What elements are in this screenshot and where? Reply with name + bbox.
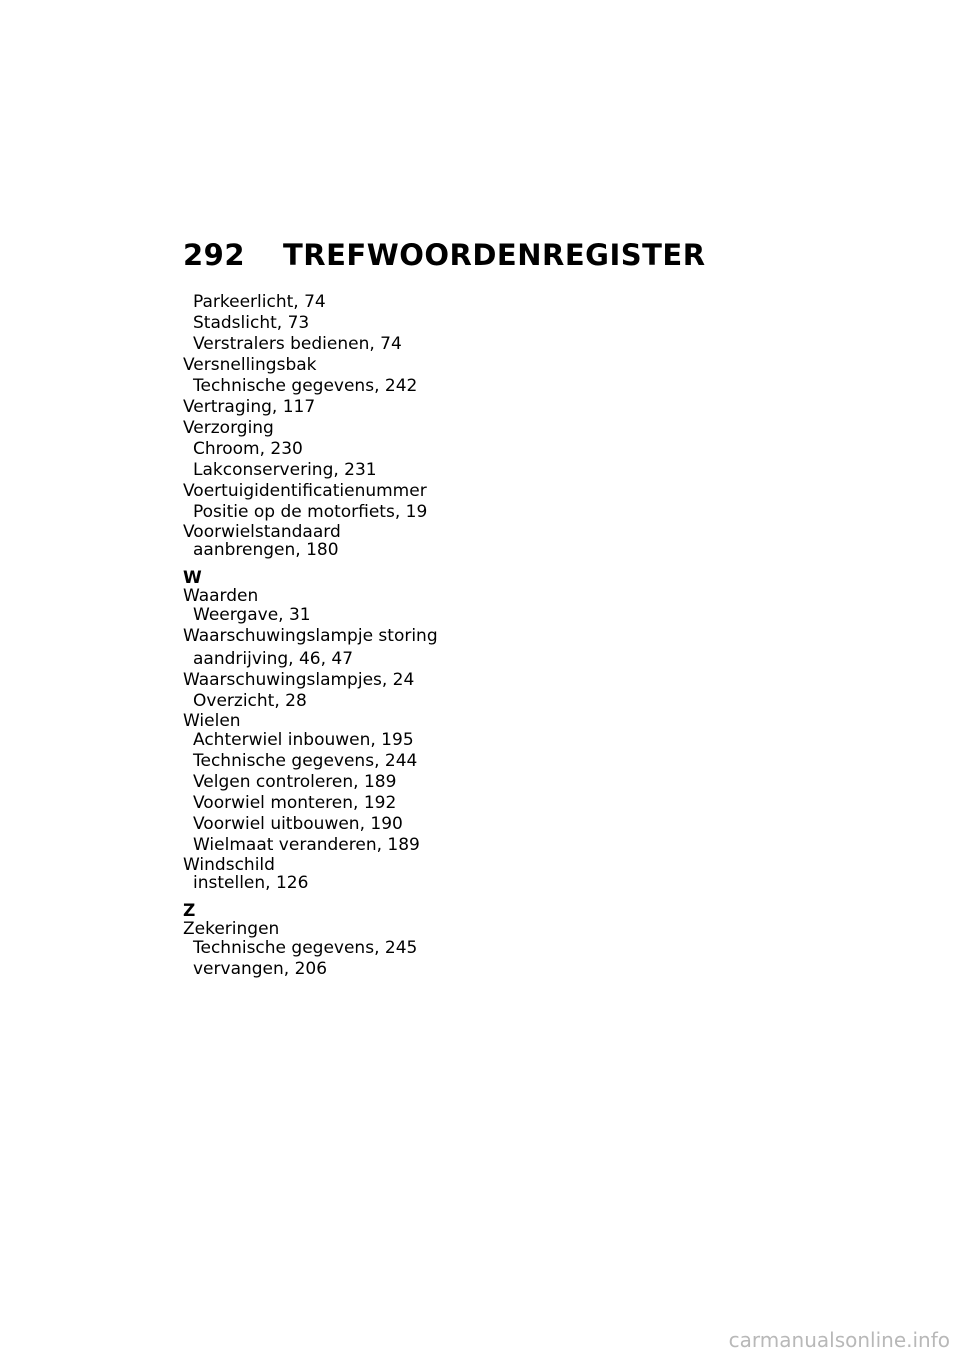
index-subentry: Weergave, 31 [193,605,311,625]
index-entry: Waarschuwingslampje storing [183,626,438,646]
index-subentry: Lakconservering, 231 [193,460,377,480]
index-subentry: Achterwiel inbouwen, 195 [193,730,414,750]
index-subentry: Technische gegevens, 245 [193,938,418,958]
index-entry: Wielen [183,711,241,731]
index-subentry: Velgen controleren, 189 [193,772,397,792]
index-subentry: aandrijving, 46, 47 [193,649,354,669]
index-entry: Voertuigidentificatienummer [183,481,427,501]
index-subentry: Voorwiel monteren, 192 [193,793,397,813]
index-entry: Zekeringen [183,919,280,939]
page-title: TREFWOORDENREGISTER [283,238,706,272]
page-number: 292 [183,238,246,272]
index-subentry: Chroom, 230 [193,439,303,459]
index-subentry: Technische gegevens, 244 [193,751,418,771]
index-subentry: Wielmaat veranderen, 189 [193,835,420,855]
index-entry: Vertraging, 117 [183,397,316,417]
index-entry: Voorwielstandaard [183,522,341,542]
index-entry: Waarden [183,586,259,606]
index-subentry: Voorwiel uitbouwen, 190 [193,814,403,834]
index-letter-z: Z [183,901,196,921]
index-subentry: aanbrengen, 180 [193,540,339,560]
index-subentry: Technische gegevens, 242 [193,376,418,396]
index-letter-w: W [183,568,202,588]
index-entry: Windschild [183,855,275,875]
index-list [183,292,603,980]
index-subentry: vervangen, 206 [193,959,328,979]
page-header [183,238,706,272]
index-subentry: instellen, 126 [193,873,309,893]
index-entry: Versnellingsbak [183,355,317,375]
index-entry: Waarschuwingslampjes, 24 [183,670,415,690]
watermark: carmanualsonline.info [728,1328,950,1352]
index-subentry: Verstralers bedienen, 74 [193,334,402,354]
index-subentry: Stadslicht, 73 [193,313,310,333]
index-subentry: Overzicht, 28 [193,691,307,711]
index-entry: Verzorging [183,418,274,438]
index-subentry: Parkeerlicht, 74 [193,292,326,312]
index-subentry: Positie op de motorfiets, 19 [193,502,428,522]
